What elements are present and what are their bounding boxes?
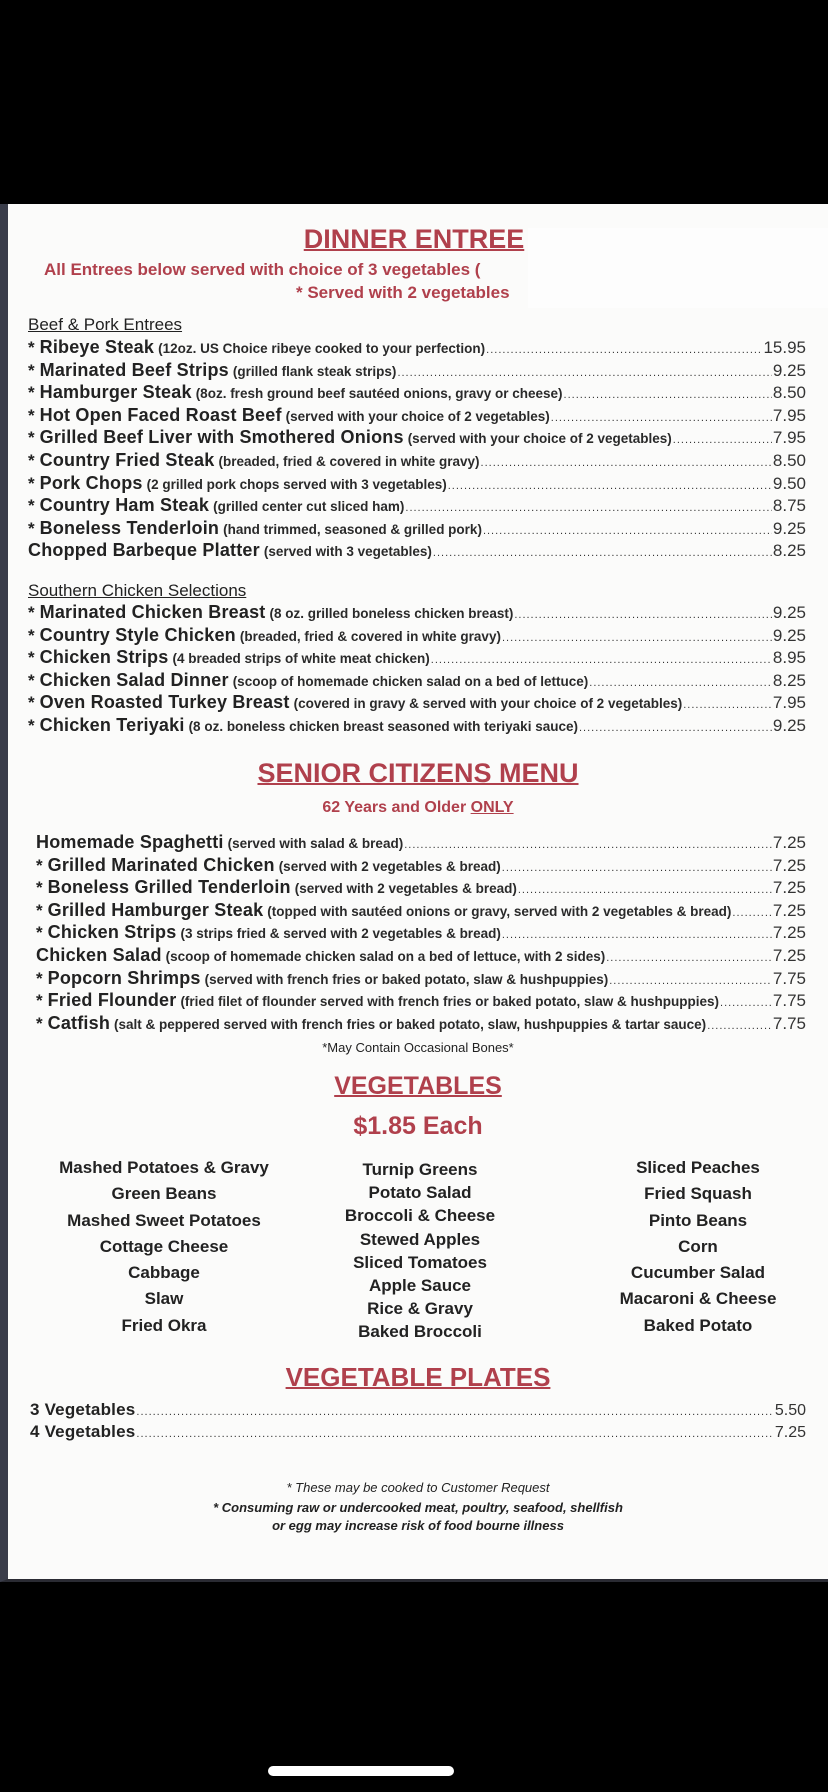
item-price: 8.50 xyxy=(772,450,806,470)
dot-leader xyxy=(431,654,772,666)
item-price: 7.75 xyxy=(772,968,806,988)
item-price: 7.25 xyxy=(772,945,806,965)
vegetable-item: Corn xyxy=(678,1236,718,1256)
menu-item-row xyxy=(30,1422,806,1444)
menu-item-row xyxy=(36,900,806,923)
item-name: Chicken Teriyaki xyxy=(39,714,185,735)
dot-leader xyxy=(606,952,772,964)
item-name: Country Fried Steak xyxy=(39,449,215,470)
item-description: (breaded, fried & covered in white gravy) xyxy=(218,453,480,469)
item-name: Chicken Strips xyxy=(47,922,177,943)
item-description: (4 breaded strips of white meat chicken) xyxy=(172,651,430,667)
vegetable-item: Pinto Beans xyxy=(648,1210,748,1230)
menu-item-row xyxy=(28,382,806,405)
dinner-subtitle-2: * Served with 2 vegetables xyxy=(296,283,510,302)
item-price: 7.25 xyxy=(772,833,806,852)
menu-item-row xyxy=(36,945,806,968)
menu-item-row xyxy=(36,832,806,855)
vegetables-price: $1.85 Each xyxy=(353,1112,483,1140)
menu-item-row xyxy=(28,647,806,670)
vegetable-item: Turnip Greens xyxy=(362,1160,478,1179)
beef-pork-list xyxy=(28,337,806,563)
asterisk-marker: * xyxy=(28,360,35,380)
asterisk-marker: * xyxy=(28,625,35,645)
dot-leader xyxy=(404,839,772,851)
item-price: 15.95 xyxy=(763,338,806,357)
item-price: 8.50 xyxy=(772,383,806,403)
vegetable-item: Cottage Cheese xyxy=(99,1236,229,1256)
menu-item-row xyxy=(36,855,806,878)
vegetable-plates-title: VEGETABLE PLATES xyxy=(285,1362,551,1392)
footer-note-3: or egg may increase risk of food bourne illness xyxy=(272,1518,564,1533)
dot-leader xyxy=(673,434,772,446)
item-price: 9.25 xyxy=(772,360,806,380)
item-name: Country Ham Steak xyxy=(39,495,210,516)
vegetable-item: Sliced Tomatoes xyxy=(353,1252,487,1272)
menu-item-row xyxy=(36,877,806,900)
bones-note: *May Contain Occasional Bones* xyxy=(322,1040,514,1055)
dot-leader xyxy=(483,525,772,537)
item-name: Ribeye Steak xyxy=(39,337,155,357)
dot-leader xyxy=(579,722,772,734)
item-description: (covered in gravy & served with your choice of 2 vegetables) xyxy=(293,696,683,712)
item-price: 7.95 xyxy=(772,428,806,448)
top-black-area xyxy=(0,0,828,204)
vegetable-item: Cabbage xyxy=(128,1263,200,1283)
senior-menu-title: SENIOR CITIZENS MENU xyxy=(257,758,579,788)
item-price: 7.25 xyxy=(772,900,806,920)
vegetable-item: Potato Salad xyxy=(368,1183,472,1203)
dot-leader xyxy=(448,480,772,492)
menu-item-row xyxy=(28,427,806,450)
item-price: 7.25 xyxy=(772,878,806,898)
footer-note-1: * These may be cooked to Customer Request xyxy=(286,1480,550,1495)
menu-item-row xyxy=(36,990,806,1013)
asterisk-marker: * xyxy=(36,1013,43,1033)
item-description: (12oz. US Choice ribeye cooked to your perfection) xyxy=(158,341,486,356)
item-price: 7.25 xyxy=(772,855,806,875)
item-description: (8 oz. grilled boneless chicken breast) xyxy=(269,606,514,621)
item-description: (fried filet of flounder served with french fries or baked potato, slaw & hushpuppies) xyxy=(180,994,720,1010)
item-description: (salt & peppered served with french fries or baked potato, slaw, hushpuppies & tartar sauce) xyxy=(114,1016,707,1032)
dot-leader xyxy=(136,1406,773,1418)
dot-leader xyxy=(518,884,772,896)
asterisk-marker: * xyxy=(28,338,35,357)
vegetables-column-3 xyxy=(568,1158,828,1342)
chicken-list xyxy=(28,602,806,738)
item-price: 9.25 xyxy=(772,603,806,622)
vegetable-item: Fried Squash xyxy=(644,1184,752,1204)
vegetable-item: Rice & Gravy xyxy=(367,1299,473,1319)
menu-item-row xyxy=(28,360,806,383)
asterisk-marker: * xyxy=(28,496,35,516)
asterisk-marker: * xyxy=(28,450,35,470)
asterisk-marker: * xyxy=(28,405,35,425)
menu-page xyxy=(0,204,828,1582)
chicken-section-title: Southern Chicken Selections xyxy=(28,581,247,600)
item-name: Hot Open Faced Roast Beef xyxy=(39,404,282,425)
vegetable-item: Baked Broccoli xyxy=(358,1322,482,1342)
vegetable-item: Mashed Potatoes & Gravy xyxy=(59,1158,269,1177)
menu-item-row xyxy=(28,670,806,693)
dinner-entree-title: DINNER ENTREE xyxy=(303,224,525,254)
vegetable-plates-list xyxy=(30,1400,806,1444)
item-description: (2 grilled pork chops served with 3 vegetables) xyxy=(146,476,447,492)
item-description: (grilled center cut sliced ham) xyxy=(213,499,405,515)
item-name: Grilled Beef Liver with Smothered Onions xyxy=(39,427,404,448)
item-description: (served with your choice of 2 vegetables) xyxy=(285,408,550,424)
item-description: (hand trimmed, seasoned & grilled pork) xyxy=(223,521,482,537)
item-name: Oven Roasted Turkey Breast xyxy=(39,692,290,713)
asterisk-marker: * xyxy=(28,715,35,735)
item-price: 7.75 xyxy=(772,1013,806,1033)
item-name: 3 Vegetables xyxy=(30,1400,136,1419)
menu-item-row xyxy=(36,968,806,991)
item-description: (served with french fries or baked potato, slaw & hushpuppies) xyxy=(204,971,609,987)
asterisk-marker: * xyxy=(28,428,35,448)
item-price: 7.25 xyxy=(774,1424,806,1441)
menu-item-row xyxy=(28,405,806,428)
vegetables-column-1 xyxy=(33,1158,295,1342)
dot-leader xyxy=(564,389,772,401)
item-name: Grilled Marinated Chicken xyxy=(47,854,275,875)
footer-note-2: * Consuming raw or undercooked meat, poultry, seafood, shellfish xyxy=(213,1500,623,1515)
asterisk-marker: * xyxy=(28,518,35,538)
item-name: Marinated Beef Strips xyxy=(39,359,229,380)
item-price: 5.50 xyxy=(774,1402,806,1419)
senior-subtitle: 62 Years and Older ONLY xyxy=(322,799,514,816)
dot-leader xyxy=(514,609,772,621)
menu-item-row xyxy=(28,518,806,541)
item-name: Catfish xyxy=(47,1012,111,1033)
menu-item-row xyxy=(36,922,806,945)
item-description: (3 strips fried & served with 2 vegetables & bread) xyxy=(180,926,501,942)
item-description: (scoop of homemade chicken salad on a bed of lettuce) xyxy=(232,673,589,689)
asterisk-marker: * xyxy=(36,900,43,920)
item-price: 9.25 xyxy=(772,625,806,645)
vegetable-item: Slaw xyxy=(144,1289,184,1309)
senior-list xyxy=(36,832,806,1035)
item-name: Fried Flounder xyxy=(47,990,177,1011)
item-description: (topped with sautéed onions or gravy, served with 2 vegetables & bread) xyxy=(267,903,732,919)
vegetable-item: Sliced Peaches xyxy=(636,1158,760,1177)
vegetable-item: Stewed Apples xyxy=(359,1229,481,1249)
vegetable-item: Mashed Sweet Potatoes xyxy=(67,1210,261,1230)
item-name: Boneless Tenderloin xyxy=(39,517,220,538)
dot-leader xyxy=(502,929,772,941)
item-description: (8 oz. boneless chicken breast seasoned with teriyaki sauce) xyxy=(188,718,578,734)
asterisk-marker: * xyxy=(36,878,43,898)
dot-leader xyxy=(405,502,772,514)
vegetable-item: Fried Okra xyxy=(121,1315,207,1335)
dot-leader xyxy=(486,344,762,356)
item-name: Grilled Hamburger Steak xyxy=(47,899,264,920)
dot-leader xyxy=(502,632,772,644)
dot-leader xyxy=(551,412,772,424)
menu-item-row xyxy=(28,337,806,360)
menu-item-row xyxy=(30,1400,806,1422)
dot-leader xyxy=(136,1428,773,1440)
item-price: 7.75 xyxy=(772,991,806,1011)
asterisk-marker: * xyxy=(36,855,43,875)
menu-item-row xyxy=(28,495,806,518)
vegetable-item: Macaroni & Cheese xyxy=(619,1289,777,1309)
item-price: 8.25 xyxy=(772,670,806,690)
menu-item-row xyxy=(28,692,806,715)
item-name: 4 Vegetables xyxy=(30,1422,136,1441)
item-description: (served with 2 vegetables & bread) xyxy=(278,858,501,874)
menu-item-row xyxy=(28,602,806,625)
item-description: (served with 2 vegetables & bread) xyxy=(294,881,517,897)
item-price: 7.95 xyxy=(772,693,806,713)
menu-item-row xyxy=(28,715,806,738)
asterisk-marker: * xyxy=(36,968,43,988)
item-price: 8.25 xyxy=(772,541,806,561)
dot-leader xyxy=(502,862,772,874)
item-description: (served with salad & bread) xyxy=(227,836,404,851)
vegetable-item: Apple Sauce xyxy=(368,1275,472,1295)
vegetables-title: VEGETABLES xyxy=(334,1072,502,1100)
menu-item-row xyxy=(28,625,806,648)
item-description: (served with 3 vegetables) xyxy=(263,544,432,560)
item-price: 9.50 xyxy=(772,473,806,493)
menu-item-row xyxy=(36,1013,806,1036)
dot-leader xyxy=(707,1020,772,1032)
item-name: Marinated Chicken Breast xyxy=(39,602,266,622)
dot-leader xyxy=(589,677,772,689)
item-name: Popcorn Shrimps xyxy=(47,967,201,988)
dot-leader xyxy=(481,457,772,469)
item-name: Country Style Chicken xyxy=(39,624,236,645)
dot-leader xyxy=(397,367,771,379)
asterisk-marker: * xyxy=(36,923,43,943)
item-description: (breaded, fried & covered in white gravy) xyxy=(239,628,501,644)
menu-item-row xyxy=(28,450,806,473)
vegetable-item: Green Beans xyxy=(111,1184,217,1204)
dot-leader xyxy=(609,975,772,987)
item-name: Homemade Spaghetti xyxy=(36,832,224,852)
asterisk-marker: * xyxy=(28,693,35,713)
asterisk-marker: * xyxy=(28,473,35,493)
menu-item-row xyxy=(28,540,806,563)
dot-leader xyxy=(683,699,772,711)
item-description: (served with your choice of 2 vegetables) xyxy=(407,431,672,447)
item-name: Boneless Grilled Tenderloin xyxy=(47,877,291,898)
vegetables-column-2 xyxy=(300,1160,540,1346)
asterisk-marker: * xyxy=(28,648,35,668)
dot-leader xyxy=(433,547,772,559)
item-name: Chicken Strips xyxy=(39,647,169,668)
item-description: (8oz. fresh ground beef sautéed onions, gravy or cheese) xyxy=(195,386,563,402)
item-price: 9.25 xyxy=(772,715,806,735)
item-price: 7.95 xyxy=(772,405,806,425)
item-name: Chicken Salad xyxy=(36,944,162,965)
item-description: (grilled flank steak strips) xyxy=(232,363,397,379)
item-price: 7.25 xyxy=(772,923,806,943)
asterisk-marker: * xyxy=(36,991,43,1011)
item-description: (scoop of homemade chicken salad on a bed of lettuce, with 2 sides) xyxy=(165,948,606,964)
vegetable-item: Broccoli & Cheese xyxy=(344,1206,496,1226)
beef-pork-section-title: Beef & Pork Entrees xyxy=(28,315,183,334)
asterisk-marker: * xyxy=(28,383,35,403)
dinner-subtitle: All Entrees below served with choice of 3 vegetables ( xyxy=(44,260,481,279)
vegetable-item: Cucumber Salad xyxy=(630,1263,766,1283)
asterisk-marker: * xyxy=(28,670,35,690)
menu-item-row xyxy=(28,473,806,496)
item-price: 9.25 xyxy=(772,518,806,538)
dot-leader xyxy=(732,907,772,919)
dot-leader xyxy=(720,997,772,1009)
item-name: Chopped Barbeque Platter xyxy=(28,540,260,561)
asterisk-marker: * xyxy=(28,603,35,622)
item-price: 8.95 xyxy=(772,648,806,668)
item-name: Pork Chops xyxy=(39,472,143,493)
item-name: Hamburger Steak xyxy=(39,382,192,403)
item-price: 8.75 xyxy=(772,496,806,516)
item-name: Chicken Salad Dinner xyxy=(39,669,229,690)
home-indicator[interactable] xyxy=(268,1766,454,1776)
vegetable-item: Baked Potato xyxy=(643,1315,753,1335)
